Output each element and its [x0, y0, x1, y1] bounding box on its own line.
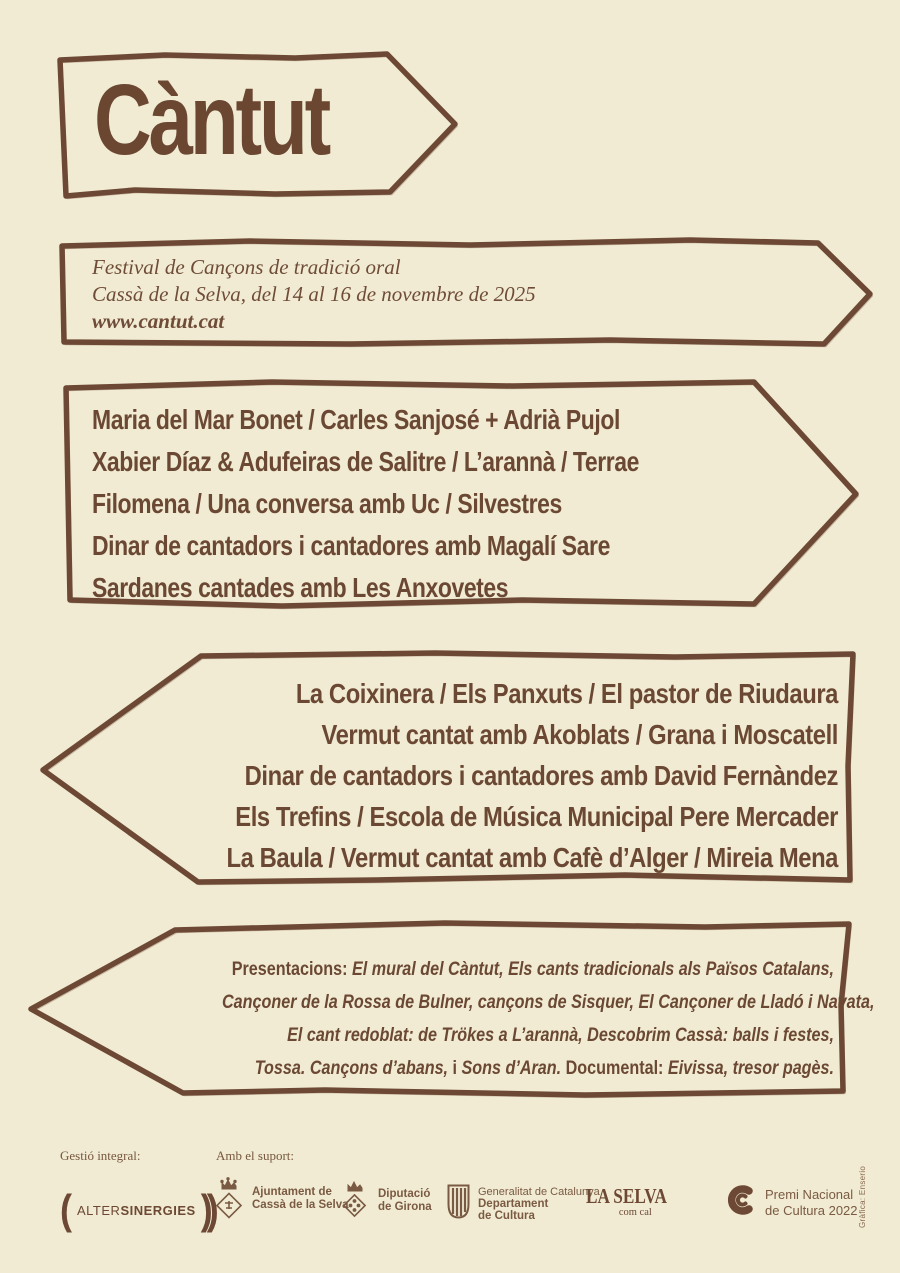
presentations-line: El cant redoblat: de Trökes a L’arannà, Descobrim Cassà: balls i festes,	[287, 1025, 834, 1046]
logo-text: Premi Nacional	[765, 1186, 854, 1202]
logo-text: Ajuntament de	[252, 1186, 332, 1198]
lineup-line: La Baula / Vermut cantat amb Cafè d’Alger / Mireia Mena	[226, 842, 839, 873]
logo-text: LA SELVA	[586, 1184, 667, 1208]
logo-generalitat-catalunya	[447, 1184, 600, 1224]
altersinergies-wordmark: ALTERSINERGIES	[77, 1202, 196, 1218]
lineup-line: Vermut cantat amb Akoblats / Grana i Moscatell	[321, 719, 838, 750]
logo-text: de Cultura	[478, 1210, 535, 1222]
lineup-line: Dinar de cantadors i cantadores amb Magalí Sare	[92, 530, 610, 561]
logo-diputacio-girona	[340, 1181, 432, 1221]
logo-ajuntament-cassa	[214, 1177, 349, 1221]
logo-text: Diputació	[378, 1188, 431, 1200]
logo-text: Departament	[478, 1198, 549, 1210]
presentations-line: Tossa. Cançons d’abans, i Sons d’Aran. Documental: Eivissa, tresor pagès.	[254, 1058, 834, 1079]
lineup-line: Xabier Díaz & Adufeiras de Salitre / L’arannà / Terrae	[92, 446, 639, 477]
logo-text: Generalitat de Catalunya	[478, 1186, 600, 1198]
logo-la-selva	[586, 1186, 685, 1218]
logo-text: de Girona	[378, 1201, 432, 1213]
lineup-line: Filomena / Una conversa amb Uc / Silvestres	[92, 488, 562, 519]
lineup-line: Sardanes cantades amb Les Anxovetes	[92, 572, 509, 603]
lineup-secondary	[192, 673, 838, 878]
festival-url[interactable]: www.cantut.cat	[92, 309, 225, 333]
lineup-line: Maria del Mar Bonet / Carles Sanjosé + Adrià Pujol	[92, 404, 620, 435]
diputacio-crest-icon	[340, 1181, 370, 1221]
ajuntament-crest-icon	[214, 1177, 244, 1221]
festival-dates: Cassà de la Selva, del 14 al 16 de novembre de 2025	[92, 282, 536, 306]
logo-text: Cassà de la Selva	[252, 1199, 349, 1211]
logo-premi-nacional	[727, 1185, 858, 1220]
logo-altersinergies	[60, 1185, 213, 1233]
lineup-line: Els Trefins / Escola de Música Municipal Pere Mercader	[235, 801, 839, 832]
premi-c-icon	[727, 1185, 757, 1220]
management-label: Gestió integral:	[60, 1148, 141, 1163]
support-label: Amb el suport:	[216, 1148, 294, 1163]
logo-text: de Cultura 2022	[765, 1202, 858, 1218]
generalitat-shield-icon	[447, 1184, 470, 1224]
lineup-line: Dinar de cantadors i cantadores amb David Fernàndez	[244, 760, 838, 791]
festival-info	[92, 254, 536, 335]
design-credit: Gràfica: Enserio	[858, 1165, 867, 1228]
logo-text: com cal	[618, 1207, 652, 1218]
lineup-primary	[92, 399, 639, 609]
presentations-line: Presentacions: El mural del Càntut, Els cants tradicionals als Països Catalans,	[231, 959, 834, 980]
lineup-line: La Coixinera / Els Panxuts / El pastor de Riudaura	[295, 678, 838, 709]
altersinergies-paren-icon: (	[60, 1185, 72, 1233]
poster-title: Càntut	[94, 64, 329, 176]
festival-subtitle: Festival de Cançons de tradició oral	[92, 255, 401, 279]
presentations-block	[222, 953, 875, 1085]
presentations-line: Cançoner de la Rossa de Bulner, cançons de Sisquer, El Cançoner de Lladó i Navata,	[222, 992, 875, 1013]
altersinergies-paren-icon: ))	[200, 1185, 213, 1233]
